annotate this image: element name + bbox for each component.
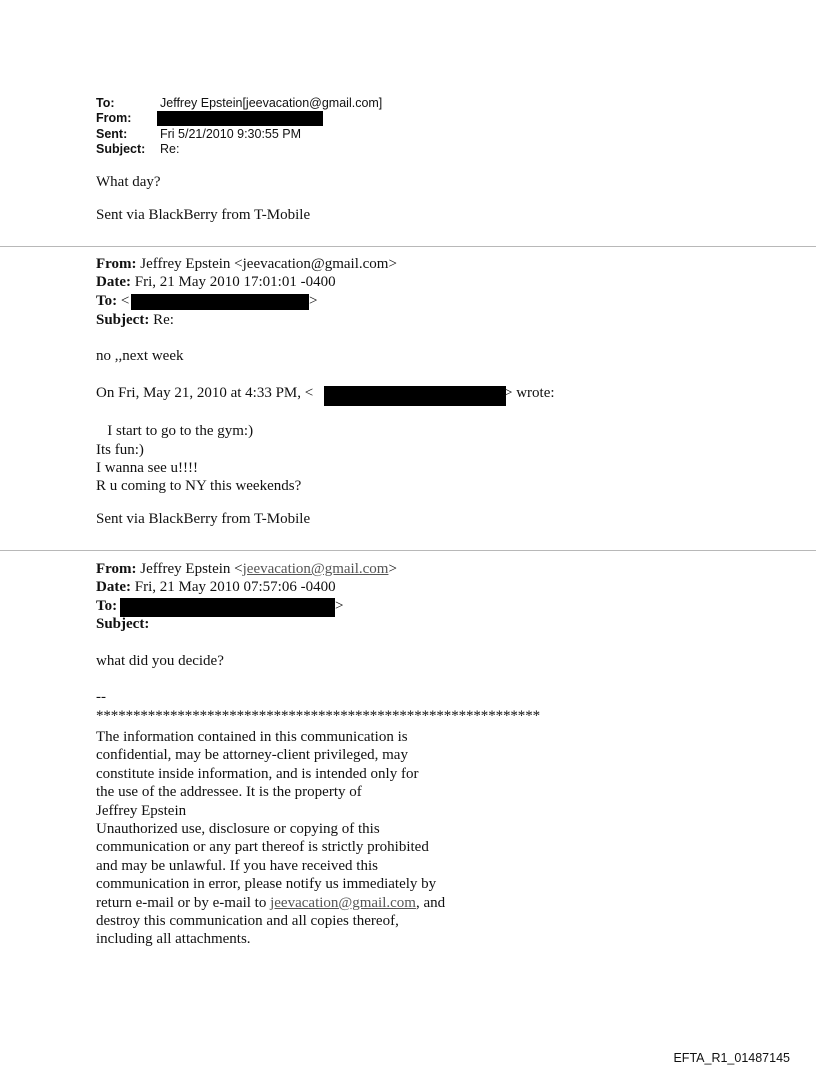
document-id: EFTA_R1_01487145 [673, 1051, 790, 1065]
email3-subject-label: Subject: [96, 616, 150, 632]
email3-date-line [96, 579, 336, 596]
divider [0, 246, 816, 247]
quote-line: I wanna see u!!!! [96, 460, 199, 476]
email1-signature: Sent via BlackBerry from T-Mobile [96, 207, 311, 223]
email2-signature: Sent via BlackBerry from T-Mobile [96, 511, 311, 527]
quote-line: I start to go to the gym:) [96, 423, 254, 439]
email2-to-line [96, 293, 129, 310]
divider [0, 550, 816, 551]
email2-from-label: From: [96, 256, 137, 272]
email2-subject-label: Subject: [96, 312, 150, 328]
confidentiality-disclaimer [96, 728, 516, 949]
email2-quote-intro-start: On Fri, May 21, 2010 at 4:33 PM, < [96, 385, 314, 401]
email3-from-name: Jeffrey Epstein < [140, 561, 243, 577]
email3-body: what did you decide? [96, 653, 224, 669]
email1-sent-label: Sent: [96, 127, 128, 141]
email1-to-value: Jeffrey Epstein[jeevacation@gmail.com] [160, 96, 383, 110]
email1-to-label: To: [96, 96, 115, 110]
email3-from-label: From: [96, 561, 137, 577]
email2-body: no ,,next week [96, 348, 184, 364]
email1-subject-label: Subject: [96, 142, 146, 156]
email2-to-label: To: [96, 293, 118, 309]
email3-from-email-link[interactable]: jeevacation@gmail.com [242, 561, 389, 577]
email3-from-line [96, 561, 397, 578]
redaction-bar [324, 386, 506, 406]
email3-to-suffix: > [335, 598, 344, 614]
email2-subject-value: Re: [153, 312, 174, 328]
email2-subject-line [96, 312, 174, 329]
star-separator: ************************************************************ [96, 708, 541, 724]
email2-date-line [96, 274, 336, 291]
disclaimer-email-link[interactable]: jeevacation@gmail.com [270, 894, 416, 911]
email2-to-suffix: > [309, 293, 318, 309]
email1-from-label: From: [96, 111, 132, 125]
email3-from-close: > [388, 561, 397, 577]
email2-from-line [96, 256, 397, 273]
email3-date-label: Date: [96, 579, 131, 595]
email2-date-value: Fri, 21 May 2010 17:01:01 -0400 [134, 274, 336, 290]
email2-quote-intro-end: > wrote: [504, 385, 555, 401]
disclaimer-text-part2: , and destroy this communication and all copies thereof, including all attachments. [96, 894, 446, 948]
signature-separator: -- [96, 689, 106, 705]
quote-line: Its fun:) [96, 442, 144, 458]
email1-body: What day? [96, 174, 161, 190]
redaction-bar [120, 598, 335, 617]
redaction-bar [157, 111, 323, 126]
email3-date-value: Fri, 21 May 2010 07:57:06 -0400 [134, 579, 336, 595]
disclaimer-text-part1: The information contained in this communication is confidential, may be attorney-client privileged, may constitute inside information, and is intended only for the use of the addressee. It is the property of Jeffrey Epstein Unauthorized use, disclosure or copying of this communication or any part thereof is strictly prohibited and may be unlawful. If you have received this communication in error, please notify us immediately by return e-mail or by e-mail to [96, 729, 437, 911]
email2-date-label: Date: [96, 274, 131, 290]
redaction-bar [131, 294, 309, 310]
email2-to-prefix: < [120, 293, 130, 309]
email3-to-label: To: [96, 598, 118, 614]
email1-subject-value: Re: [160, 142, 180, 156]
email1-sent-value: Fri 5/21/2010 9:30:55 PM [160, 127, 302, 141]
email2-from-value: Jeffrey Epstein <jeevacation@gmail.com> [140, 256, 397, 272]
quote-line: R u coming to NY this weekends? [96, 478, 302, 494]
